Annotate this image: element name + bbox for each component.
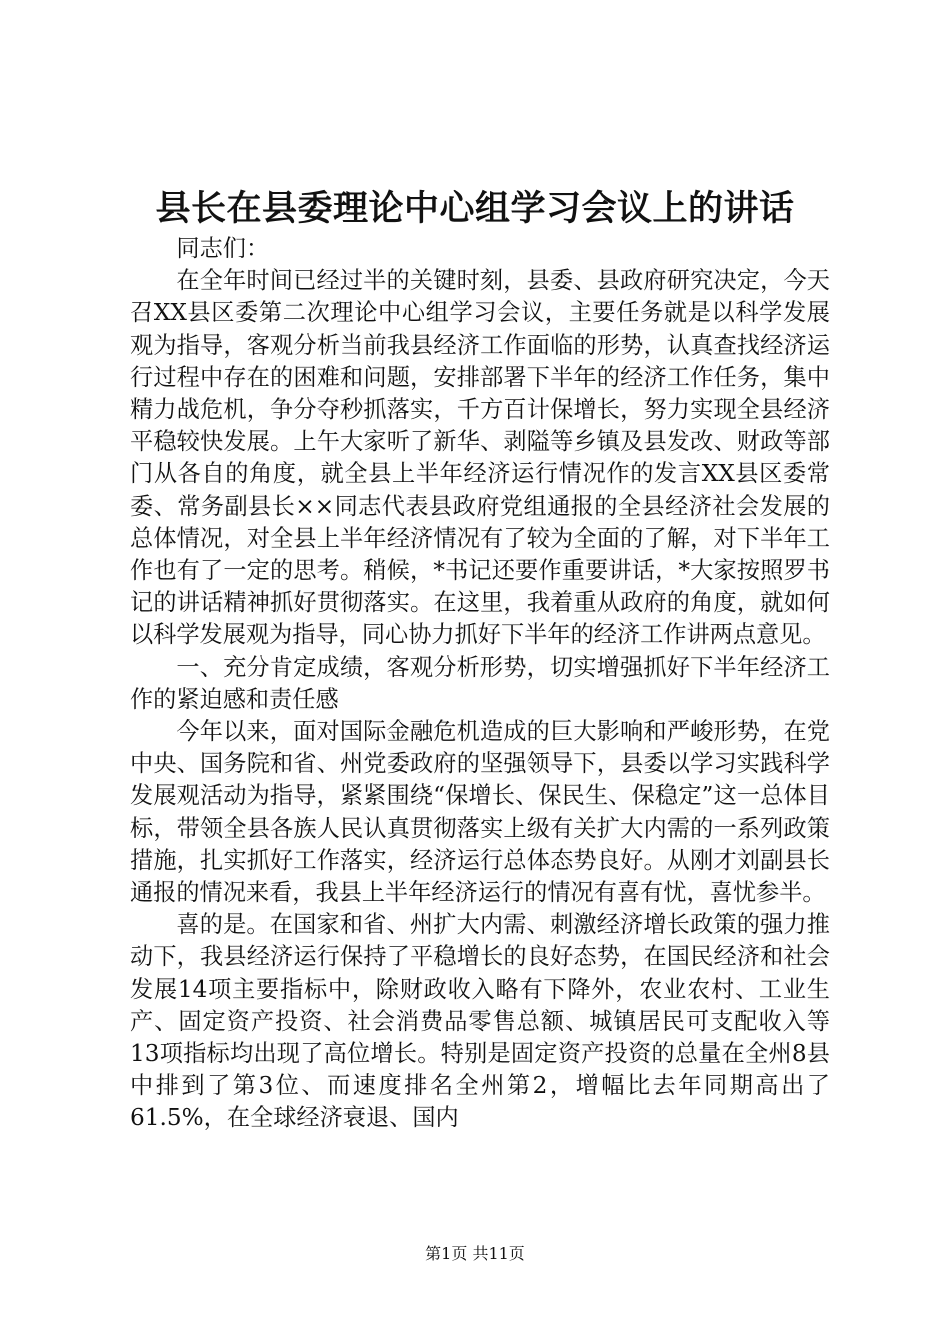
body-paragraph: 在全年时间已经过半的关键时刻，县委、县政府研究决定，今天召XX县区委第二次理论中心组学习会议，主要任务就是以科学发展观为指导，客观分析当前我县经济工作面临的形势，认真查找经济运行过程中存在的困难和问题，安排部署下半年的经济工作任务，集中精力战危机，争分夺秒抓落实，千方百计保增长，努力实现全县经济平稳较快发展。上午大家听了新华、剥隘等乡镇及县发改、财政等部门从各自的角度，就全县上半年经济运行情况作的发言XX县区委常委、常务副县长××同志代表县政府党组通报的全县经济社会发展的总体情况，对全县上半年经济情况有了较为全面的了解，对下半年工作也有了一定的思考。稍候，*书记还要作重要讲话，*大家按照罗书记的讲话精神抓好贯彻落实。在这里，我着重从政府的角度，就如何以科学发展观为指导，同心协力抓好下半年的经济工作讲两点意见。 xyxy=(130,267,830,649)
section-heading-paragraph: 一、充分肯定成绩，客观分析形势，切实增强抓好下半年经济工作的紧迫感和责任感 xyxy=(130,653,830,713)
document-body xyxy=(130,233,830,1135)
salutation-paragraph: 同志们： xyxy=(176,235,270,262)
body-paragraph: 今年以来，面对国际金融危机造成的巨大影响和严峻形势，在党中央、国务院和省、州党委政府的坚强领导下，县委以学习实践科学发展观活动为指导，紧紧围绕“保增长、保民生、保稳定”这一总体目标，带领全县各族人民认真贯彻落实上级有关扩大内需的一系列政策措施，扎实抓好工作落实，经济运行总体态势良好。从刚才刘副县长通报的情况来看，我县上半年经济运行的情况有喜有忧，喜忧参半。 xyxy=(130,718,830,907)
document-title: 县长在县委理论中心组学习会议上的讲话 xyxy=(155,188,795,229)
body-paragraph: 喜的是。在国家和省、州扩大内需、刺激经济增长政策的强力推动下，我县经济运行保持了平稳增长的良好态势，在国民经济和社会发展14项主要指标中，除财政收入略有下降外，农业农村、工业生产、固定资产投资、社会消费品零售总额、城镇居民可支配收入等13项指标均出现了高位增长。特别是固定资产投资的总量在全州8县中排到了第3位、而速度排名全州第2，增幅比去年同期高出了61.5%，在全球经济衰退、国内 xyxy=(130,911,830,1132)
page-footer: 第1页 共11页 xyxy=(425,1244,525,1263)
